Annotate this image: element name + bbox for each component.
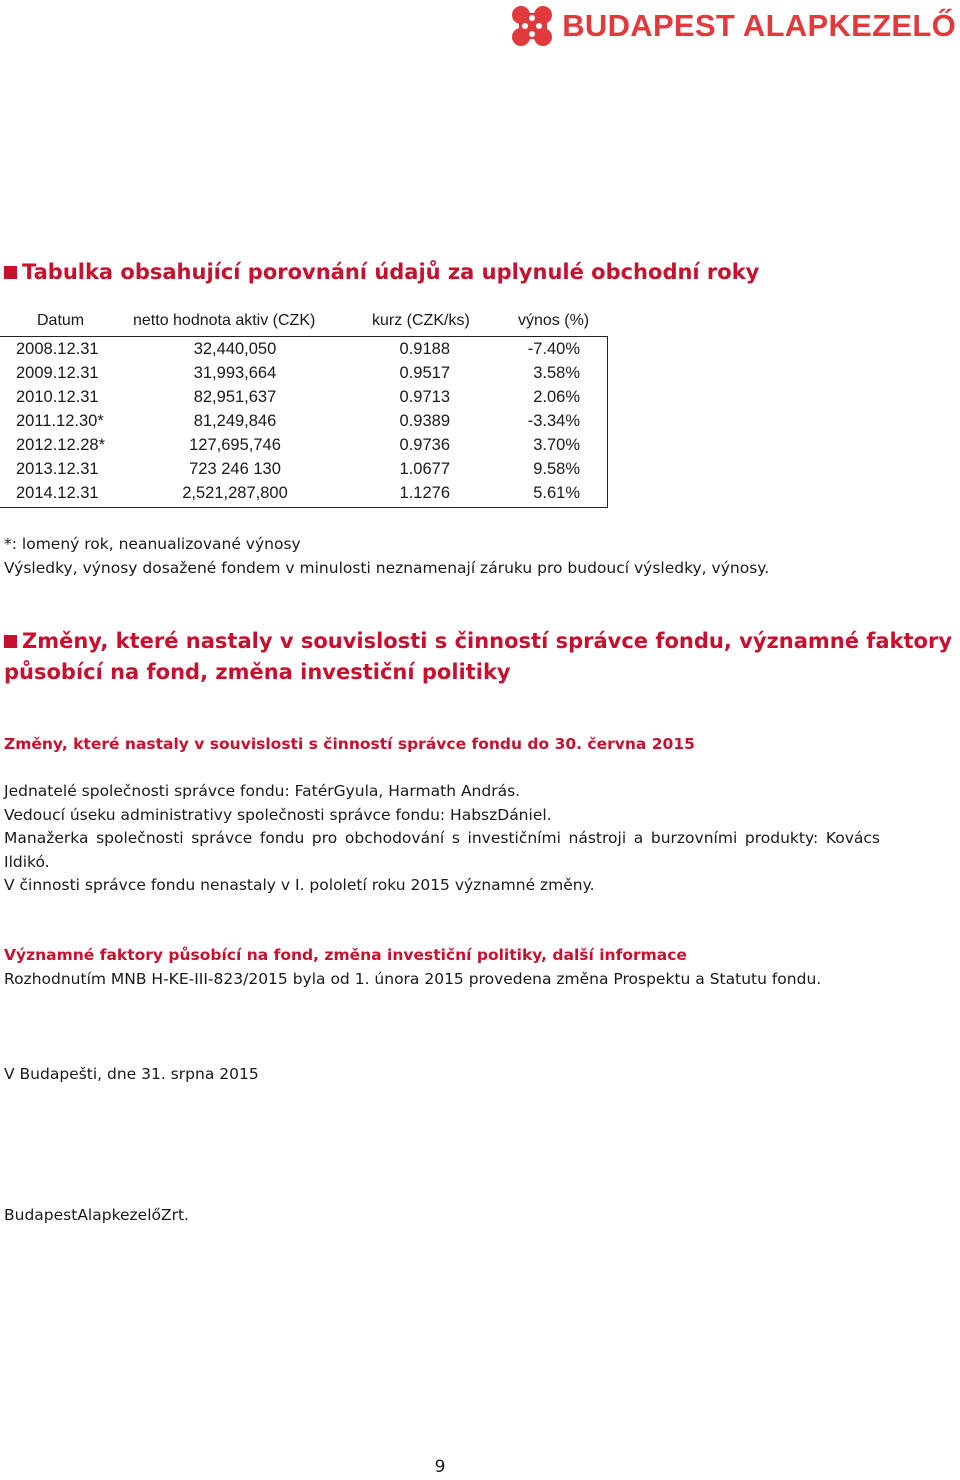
paragraph-prospectus-change: Rozhodnutím MNB H-KE-III-823/2015 byla od 1. února 2015 provedena změna Prospektu a Statutu fondu. xyxy=(4,970,822,988)
cell-yield: -7.40% xyxy=(527,340,580,358)
table-header-yield: výnos (%) xyxy=(518,312,590,329)
table-header-nav: netto hodnota aktiv (CZK) xyxy=(133,312,316,329)
table-header-rate: kurz (CZK/ks) xyxy=(372,312,470,329)
cell-yield: 3.70% xyxy=(533,436,580,454)
paragraph-no-changes: V činnosti správce fondu nenastaly v I. pololetí roku 2015 významné změny. xyxy=(4,876,595,894)
table-row xyxy=(0,457,608,481)
table-header-date: Datum xyxy=(37,312,85,329)
logo-mark-icon xyxy=(510,4,556,48)
bullet-square-icon xyxy=(4,266,17,279)
cell-rate: 0.9517 xyxy=(399,364,450,382)
note-disclaimer: Výsledky, výnosy dosažené fondem v minulosti neznamenají záruku pro budoucí výsledky, výnosy. xyxy=(4,559,770,577)
logo-text: BUDAPEST ALAPKEZELŐ xyxy=(562,8,956,43)
table-row xyxy=(0,433,608,457)
section-title-text: Tabulka obsahující porovnání údajů za uplynulé obchodní roky xyxy=(22,260,760,284)
cell-nav: 82,951,637 xyxy=(193,388,277,406)
table-row xyxy=(0,361,608,385)
company-signature: BudapestAlapkezelőZrt. xyxy=(4,1206,189,1224)
section-title-changes xyxy=(4,626,953,688)
cell-date: 2014.12.31 xyxy=(16,484,99,502)
page-number: 9 xyxy=(434,1457,446,1477)
cell-date: 2009.12.31 xyxy=(16,364,99,382)
bullet-square-icon xyxy=(4,635,17,648)
cell-date: 2013.12.31 xyxy=(16,460,99,478)
factors-subheading: Významné faktory působící na fond, změna investiční politiky, další informace xyxy=(4,946,687,964)
cell-nav: 723 246 130 xyxy=(189,460,281,478)
cell-date: 2010.12.31 xyxy=(16,388,99,406)
paragraph-admin-head: Vedoucí úseku administrativy společnosti správce fondu: HabszDániel. xyxy=(4,805,552,824)
cell-rate: 0.9188 xyxy=(399,340,450,358)
place-date: V Budapešti, dne 31. srpna 2015 xyxy=(4,1065,259,1083)
cell-yield: 2.06% xyxy=(533,388,580,406)
cell-nav: 32,440,050 xyxy=(193,340,277,358)
paragraph-managers: Jednatelé společnosti správce fondu: FatérGyula, Harmath András. xyxy=(4,782,521,800)
table-body xyxy=(0,336,608,508)
cell-date: 2008.12.31 xyxy=(16,340,99,358)
cell-nav: 127,695,746 xyxy=(189,436,281,454)
section-title-line1: Změny, které nastaly v souvislosti s činností správce fondu, významné faktory xyxy=(22,629,953,653)
cell-nav: 81,249,846 xyxy=(193,412,277,430)
cell-yield: 3.58% xyxy=(533,364,580,382)
note-broken-year: *: lomený rok, neanualizované výnosy xyxy=(4,535,301,553)
cell-rate: 1.0677 xyxy=(399,460,450,478)
cell-yield: -3.34% xyxy=(527,412,580,430)
table-row xyxy=(0,385,608,409)
table-row xyxy=(0,409,608,433)
cell-rate: 0.9389 xyxy=(399,412,450,430)
table-row xyxy=(0,337,608,361)
cell-date: 2011.12.30* xyxy=(16,412,104,430)
cell-date: 2012.12.28* xyxy=(16,436,106,454)
cell-nav: 31,993,664 xyxy=(193,364,277,382)
section-title-line2: působící na fond, změna investiční politiky xyxy=(4,660,511,684)
section-title-table xyxy=(4,257,759,288)
cell-yield: 5.61% xyxy=(533,484,580,502)
cell-rate: 0.9713 xyxy=(399,388,450,406)
cell-nav: 2,521,287,800 xyxy=(182,484,288,502)
company-logo xyxy=(510,4,956,48)
cell-rate: 1.1276 xyxy=(399,484,450,502)
cell-yield: 9.58% xyxy=(533,460,580,478)
paragraph-trading-manager: Manažerka společnosti správce fondu pro obchodování s investičními nástroji a burzovními produkty: Kovács Ildikó. xyxy=(4,829,880,871)
changes-subheading: Změny, které nastaly v souvislosti s činností správce fondu do 30. června 2015 xyxy=(4,735,695,753)
table-row xyxy=(0,481,608,505)
cell-rate: 0.9736 xyxy=(399,436,450,454)
changes-body xyxy=(4,780,880,898)
